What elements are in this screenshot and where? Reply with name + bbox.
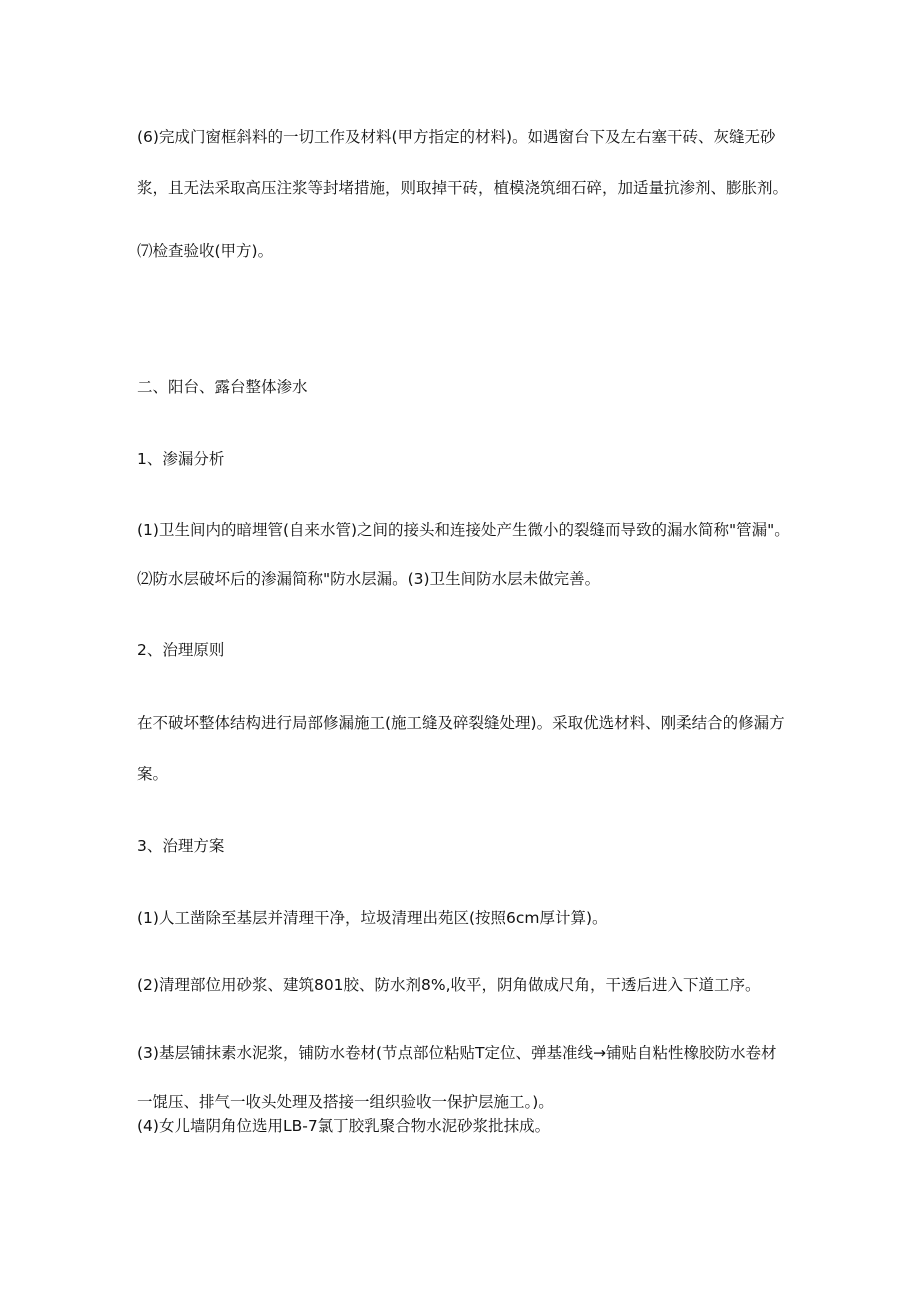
paragraph-line-item7: ⑺检查验收(甲方)。 [137, 242, 274, 260]
subheading-plan: 3、治理方案 [137, 837, 225, 855]
subheading-leak-analysis: 1、渗漏分析 [137, 450, 225, 468]
paragraph-line-principles-1: 在不破坏整体结构进行局部修漏施工(施工缝及碎裂缝处理)。采取优选材料、刚柔结合的修漏方 [137, 714, 785, 732]
paragraph-line-principles-2: 案。 [137, 765, 169, 783]
paragraph-line-plan-3b: 一馄压、排气一收头处理及搭接一组织验收一保护层施工。)。 [137, 1093, 554, 1111]
paragraph-line-item6-part1: (6)完成门窗框斜料的一切工作及材料(甲方指定的材料)。如遇窗台下及左右塞干砖、灰缝无砂 [137, 128, 776, 146]
paragraph-line-plan-2: (2)清理部位用砂浆、建筑801胶、防水剂8%,收平，阴角做成尺角，干透后进入下道工序。 [137, 976, 761, 994]
paragraph-line-plan-4: (4)女儿墙阴角位选用LB-7氯丁胶乳聚合物水泥砂浆批抹成。 [137, 1117, 551, 1135]
subheading-principles: 2、治理原则 [137, 641, 225, 659]
section-heading-2: 二、阳台、露台整体渗水 [137, 378, 308, 396]
paragraph-line-plan-1: (1)人工凿除至基层并清理干净，垃圾清理出苑区(按照6cm厚计算)。 [137, 909, 608, 927]
paragraph-line-analysis-2: ⑵防水层破坏后的渗漏简称"防水层漏。(3)卫生间防水层未做完善。 [137, 570, 601, 588]
paragraph-line-item6-part2: 浆，且无法采取高压注浆等封堵措施，则取掉干砖，植模浇筑细石碎，加适量抗渗剂、膨胀剂。 [137, 179, 789, 197]
paragraph-line-analysis-1: (1)卫生间内的暗埋管(自来水管)之间的接头和连接处产生微小的裂缝而导致的漏水简称"管漏"。 [137, 521, 790, 539]
paragraph-line-plan-3a: (3)基层铺抹素水泥浆，铺防水卷材(节点部位粘贴T定位、弹基准线→铺贴自粘性橡胶防水卷材 [137, 1044, 777, 1062]
